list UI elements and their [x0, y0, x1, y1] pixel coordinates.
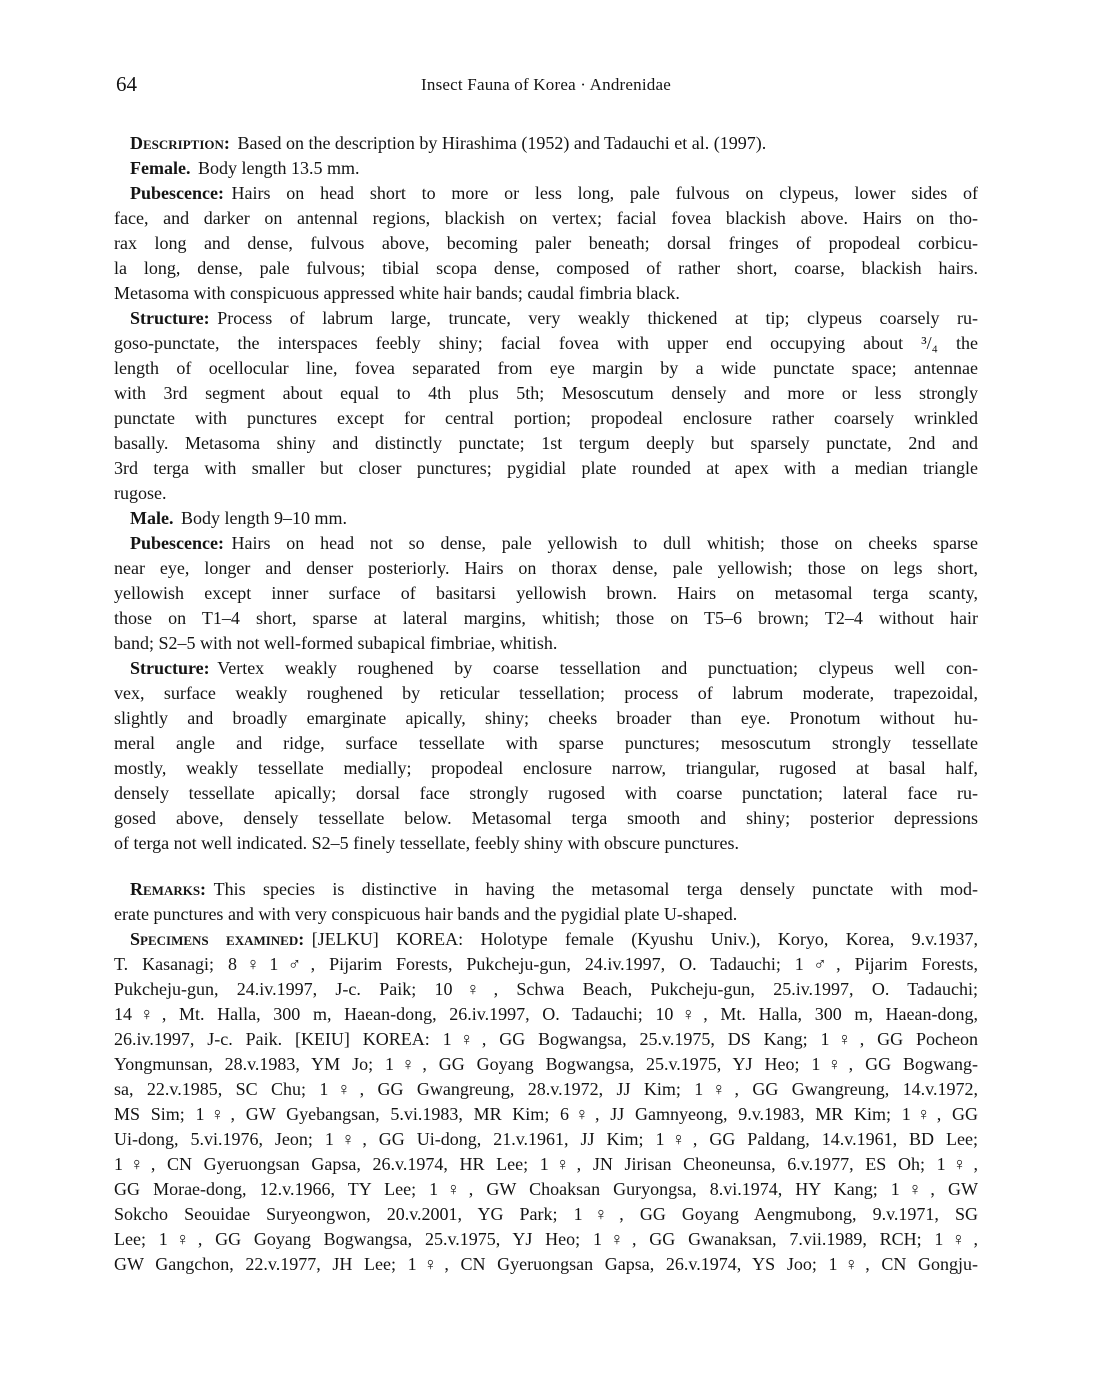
section-label: Male.: [130, 508, 174, 528]
text-line: band; S2–5 with not well-formed subapical fimbriae, whitish.: [114, 633, 558, 653]
text-line: slightly and broadly emarginate apically, shiny; cheeks broader than eye. Pronotum without hu-: [114, 708, 978, 728]
paragraph: [114, 877, 978, 927]
text-line: rugose.: [114, 483, 167, 503]
section-label: Remarks:: [130, 879, 207, 899]
text-line: yellowish except inner surface of basitarsi yellowish brown. Hairs on metasomal terga scanty,: [114, 583, 978, 603]
paragraph: [114, 131, 978, 156]
text-line: meral angle and ridge, surface tessellate with sparse punctures; mesoscutum strongly tessellate: [114, 733, 978, 753]
text-line: densely tessellate apically; dorsal face strongly rugosed with coarse punctation; lateral face ru-: [114, 783, 978, 803]
body-text: [114, 131, 978, 1277]
paragraph: [114, 181, 978, 306]
text-line: 1♀, CN Gyeruongsan Gapsa, 26.v.1974, HR Lee; 1♀, JN Jirisan Cheoneunsa, 6.v.1977, ES Oh; 1♀,: [114, 1154, 978, 1174]
text-line: those on T1–4 short, sparse at lateral margins, whitish; those on T5–6 brown; T2–4 without hair: [114, 608, 978, 628]
section-label: Structure:: [130, 658, 210, 678]
text-line: vex, surface weakly roughened by reticular tessellation; process of labrum moderate, trapezoidal,: [114, 683, 978, 703]
text-line: face, and darker on antennal regions, blackish on vertex; facial fovea blackish above. Hairs on tho-: [114, 208, 978, 228]
text-line: sa, 22.v.1985, SC Chu; 1♀, GG Gwangreung, 28.v.1972, JJ Kim; 1♀, GG Gwangreung, 14.v.1972,: [114, 1079, 978, 1099]
text-line: erate punctures and with very conspicuous hair bands and the pygidial plate U-shaped.: [114, 904, 738, 924]
text-line: length of ocellocular line, fovea separated from eye margin by a wide punctate space; antennae: [114, 358, 978, 378]
text-line: Lee; 1♀, GG Goyang Bogwangsa, 25.v.1975, YJ Heo; 1♀, GG Gwanaksan, 7.vii.1989, RCH; 1♀,: [114, 1229, 978, 1249]
paragraph: [114, 156, 978, 181]
text-line: rax long and dense, fulvous above, becoming paler beneath; dorsal fringes of propodeal corbicu-: [114, 233, 978, 253]
paragraph: [114, 927, 978, 1277]
section-label: Structure:: [130, 308, 210, 328]
text-line: goso-punctate, the interspaces feebly shiny; facial fovea with upper end occupying about ³/₄ the: [114, 333, 978, 353]
text-line: basally. Metasoma shiny and distinctly punctate; 1st tergum deeply but sparsely punctate, 2nd and: [114, 433, 978, 453]
text-line: Structure: Process of labrum large, truncate, very weakly thickened at tip; clypeus coarsely ru-: [130, 308, 978, 328]
text-line: Pubescence: Hairs on head short to more or less long, pale fulvous on clypeus, lower sides of: [130, 183, 978, 203]
paragraph: [114, 506, 978, 531]
text-line: la long, dense, pale fulvous; tibial scopa dense, composed of rather short, coarse, blackish hairs.: [114, 258, 978, 278]
text-line: mostly, weakly tessellate medially; propodeal enclosure narrow, triangular, rugosed at basal half,: [114, 758, 978, 778]
page-number: 64: [116, 72, 137, 96]
text-line: Pubescence: Hairs on head not so dense, pale yellowish to dull whitish; those on cheeks sparse: [130, 533, 978, 553]
text-line: Structure: Vertex weakly roughened by coarse tessellation and punctuation; clypeus well con-: [130, 658, 978, 678]
paragraph: [114, 306, 978, 506]
text-line: 26.iv.1997, J-c. Paik. [KEIU] KOREA: 1♀, GG Bogwangsa, 25.v.1975, DS Kang; 1♀, GG Pocheon: [114, 1029, 978, 1049]
text-line: GG Morae-dong, 12.v.1966, TY Lee; 1♀, GW Choaksan Guryongsa, 8.vi.1974, HY Kang; 1♀, GW: [114, 1179, 978, 1199]
paragraph: [114, 656, 978, 856]
text-line: Specimens examined: [JELKU] KOREA: Holotype female (Kyushu Univ.), Koryo, Korea, 9.v.1937,: [130, 929, 978, 949]
text-line: near eye, longer and denser posteriorly. Hairs on thorax dense, pale yellowish; those on legs short,: [114, 558, 978, 578]
text-line: 14♀, Mt. Halla, 300 m, Haean-dong, 26.iv.1997, O. Tadauchi; 10♀, Mt. Halla, 300 m, Haean-dong,: [114, 1004, 978, 1024]
text-line: Female. Body length 13.5 mm.: [130, 158, 360, 178]
section-label: Specimens examined:: [130, 929, 305, 949]
text-line: Yongmunsan, 28.v.1983, YM Jo; 1♀, GG Goyang Bogwangsa, 25.v.1975, YJ Heo; 1♀, GG Bogwang-: [114, 1054, 978, 1074]
section-label: Pubescence:: [130, 183, 224, 203]
text-line: Description: Based on the description by Hirashima (1952) and Tadauchi et al. (1997).: [130, 133, 767, 153]
text-line: Metasoma with conspicuous appressed white hair bands; caudal fimbria black.: [114, 283, 680, 303]
text-line: Ui-dong, 5.vi.1976, Jeon; 1♀, GG Ui-dong, 21.v.1961, JJ Kim; 1♀, GG Paldang, 14.v.1961, BD Lee;: [114, 1129, 978, 1149]
text-line: of terga not well indicated. S2–5 finely tessellate, feebly shiny with obscure punctures.: [114, 833, 740, 853]
text-line: with 3rd segment about equal to 4th plus 5th; Mesoscutum densely and more or less strongly: [114, 383, 978, 403]
paragraph: [114, 531, 978, 656]
running-header: [114, 72, 978, 100]
running-title: Insect Fauna of Korea · Andrenidae: [421, 75, 671, 94]
text-line: punctate with punctures except for central portion; propodeal enclosure rather coarsely wrinkled: [114, 408, 978, 428]
section-label: Description:: [130, 133, 230, 153]
section-label: Pubescence:: [130, 533, 224, 553]
text-line: Sokcho Seouidae Suryeongwon, 20.v.2001, YG Park; 1♀, GG Goyang Aengmubong, 9.v.1971, SG: [114, 1204, 978, 1224]
text-line: gosed above, densely tessellate below. Metasomal terga smooth and shiny; posterior depressions: [114, 808, 978, 828]
section-label: Female.: [130, 158, 191, 178]
text-line: Male. Body length 9–10 mm.: [130, 508, 348, 528]
text-line: T. Kasanagi; 8♀1♂, Pijarim Forests, Pukcheju-gun, 24.iv.1997, O. Tadauchi; 1♂, Pijarim Forests,: [114, 954, 978, 974]
text-line: Remarks: This species is distinctive in having the metasomal terga densely punctate with mod-: [130, 879, 978, 899]
text-line: GW Gangchon, 22.v.1977, JH Lee; 1♀, CN Gyeruongsan Gapsa, 26.v.1974, YS Joo; 1♀, CN Gongju-: [114, 1254, 978, 1274]
text-line: Pukcheju-gun, 24.iv.1997, J-c. Paik; 10♀, Schwa Beach, Pukcheju-gun, 25.iv.1997, O. Tadauchi;: [114, 979, 978, 999]
text-line: 3rd terga with smaller but closer punctures; pygidial plate rounded at apex with a median triangle: [114, 458, 978, 478]
text-line: MS Sim; 1♀, GW Gyebangsan, 5.vi.1983, MR Kim; 6♀, JJ Gamnyeong, 9.v.1983, MR Kim; 1♀, GG: [114, 1104, 978, 1124]
